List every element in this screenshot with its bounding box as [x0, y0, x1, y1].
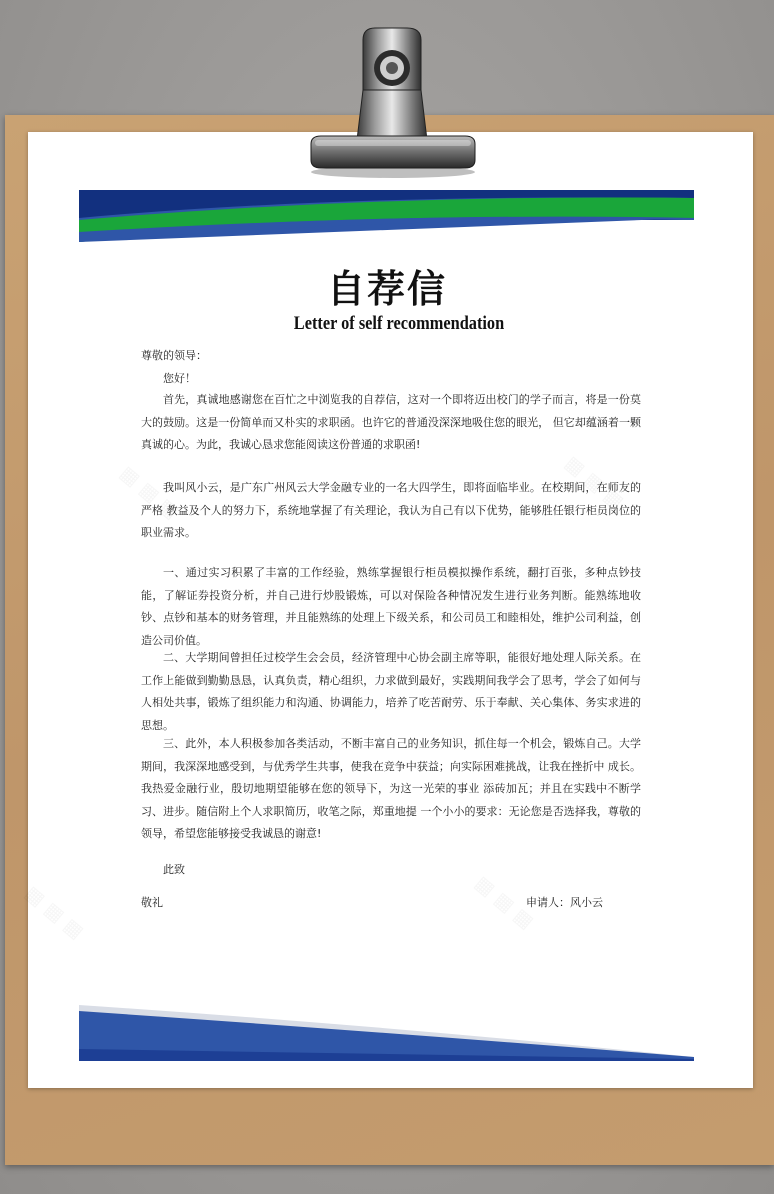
page-title: 自荐信 — [326, 267, 447, 311]
paragraph-point-three: 三、此外，本人积极参加各类活动，不断丰富自己的业务知识，抓住每一个机会，锻炼自己。大学期间，我深深地感受到，与优秀学生共事，使我在竞争中获益；向实际困难挑战，让我在挫折中 成长。我热爱金融行业，殷切地期望能够在您的领导下，为这一光荣的事业 添砖加瓦；并且在实践中不断学习、进步。随信附上个人求职简历，收笔之际，郑重地提 一个小小的要求：无论您是否选择我，尊敬的领导，希望您能够接受我诚恳的谢意! — [141, 737, 641, 840]
paragraph-point-one: 一、通过实习积累了丰富的工作经验，熟练掌握银行柜员模拟操作系统，翻打百张，多种点钞技能，了解证券投资分析，并自己进行炒股锻炼，可以对保险各种情况发生进行业务判断。能熟练地收钞、点钞和基本的财务管理，并且能熟练的处理上下级关系，和公司员工和睦相处，维护公司利益，创造公司价值。 — [141, 566, 641, 647]
signature: 申请人：风小云 — [526, 896, 603, 909]
closing-salute: 此致 — [163, 863, 185, 876]
paragraph-point-two: 二、大学期间曾担任过校学生会会员，经济管理中心协会副主席等职，能很好地处理人际关系。在工作上能做到勤勤恳恳，认真负责，精心组织，力求做到最好，实践期间我学会了思考，学会了如何与人相处共事，锻炼了组织能力和沟通、协调能力，培养了吃苦耐劳、乐于奉献、关心集体、务实求进的思想。 — [141, 651, 641, 732]
salutation: 尊敬的领导： — [141, 349, 207, 362]
greeting: 您好！ — [163, 372, 196, 385]
footer-banner — [79, 1005, 694, 1061]
closing-regards: 敬礼 — [141, 896, 163, 909]
page-subtitle: Letter of self recommendation — [293, 313, 505, 334]
paragraph-intro: 首先，真诚地感谢您在百忙之中浏览我的自荐信，这对一个即将迈出校门的学子而言，将是一份莫大的鼓励。这是一份简单而又朴实的求职函。也许它的普通没深深地吸住您的眼光， 但它却蕴涵着一颗真诚的心。为此，我诚心恳求您能阅读这份普通的求职函! — [141, 393, 641, 451]
header-banner — [79, 190, 694, 242]
binder-clip-icon — [297, 20, 479, 180]
paragraph-self-introduction: 我叫风小云，是广东广州风云大学金融专业的一名大四学生，即将面临毕业。在校期间，在师友的严格 教益及个人的努力下，系统地掌握了有关理论，我认为自己有以下优势，能够胜任银行柜员岗位的职业需求。 — [141, 481, 641, 539]
